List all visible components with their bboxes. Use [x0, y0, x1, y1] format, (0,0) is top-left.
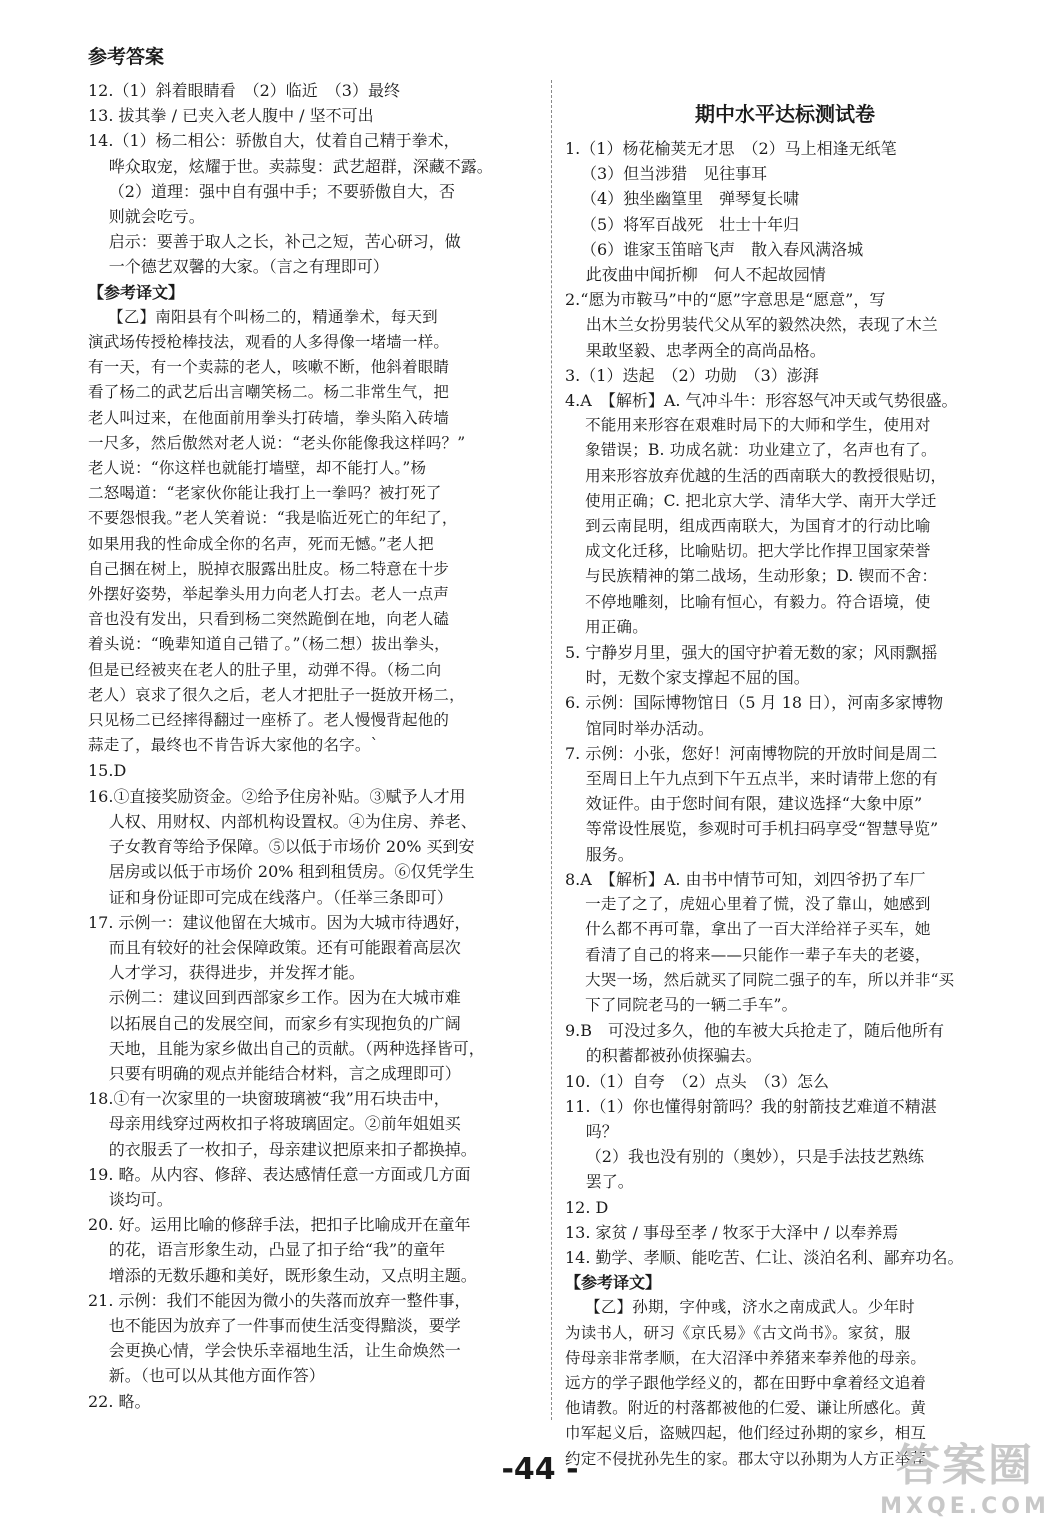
- text-line: 一个德艺双馨的大家。（言之有理即可）: [108, 257, 389, 277]
- text-line: 什么都不再可靠，拿出了一百大洋给祥子买车，她: [585, 920, 931, 939]
- text-line: 的积蓄都被孙侦探骗去。: [585, 1046, 762, 1066]
- text-line: 老人）哀求了很久之后，老人才把肚子一挺放开杨二，: [88, 685, 465, 704]
- text-line: 但是已经被夹在老人的肚子里，动弹不得。（杨二向: [88, 660, 442, 679]
- text-line: 15.D: [88, 761, 127, 781]
- text-line: 增添的无数乐趣和美好，既形象生动，又点明主题。: [108, 1265, 477, 1285]
- text-line: 果敢坚毅、忠孝两全的高尚品格。: [585, 340, 826, 360]
- text-line: （6）谁家玉笛暗飞声 散入春风满洛城: [581, 239, 864, 259]
- text-line: 【乙】孙期，字仲彧，济水之南成武人。少年时: [585, 1298, 915, 1317]
- text-line: 至周日上午九点到下午五点半，来时请带上您的有: [585, 769, 938, 789]
- text-line: 老人说：“你这样也就能打墙壁，却不能打人。”杨: [88, 459, 427, 478]
- text-line: 证和身份证即可完成在线落户。（任举三条即可）: [108, 887, 453, 907]
- text-line: 巾军起义后，盗贼四起，他们经过孙期的家乡，相互: [565, 1424, 927, 1443]
- site-watermark: [880, 1438, 1050, 1533]
- text-line: 下了同院老马的一辆二手车”。: [585, 995, 798, 1014]
- text-line: 一走了之了，虎妞心里着了慌，没了靠山，她感到: [585, 895, 931, 914]
- text-line: 演武场传授枪棒技法，观看的人多得像一堵墙一样。: [88, 333, 450, 352]
- text-line: 4.A 【解析】A. 气冲斗牛：形容怒气冲天或气势很盛。: [565, 391, 958, 411]
- text-line: 启示：要善于取人之长，补己之短，苦心研习，做: [108, 232, 461, 252]
- text-line: 5. 宁静岁月里，强大的国守护着无数的家；风雨飘摇: [565, 643, 938, 663]
- text-line: 20. 好。运用比喻的修辞手法，把扣子比喻成开在童年: [88, 1215, 471, 1235]
- text-line: 看了杨二的武艺后出言嘲笑杨二。杨二非常生气，把: [88, 383, 450, 402]
- text-line: 3.（1）迭起 （2）功勋 （3）澎湃: [565, 365, 819, 385]
- text-line: 服务。: [585, 844, 634, 864]
- text-line: 人权、用财权、内部机构设置权。④为住房、养老、: [108, 811, 477, 831]
- text-line: 母亲用线穿过两枚扣子将玻璃固定。②前年姐姐买: [108, 1114, 461, 1134]
- text-line: 17. 示例一：建议他留在大城市。因为大城市待遇好，: [88, 912, 471, 932]
- right-column: [565, 136, 1005, 1472]
- text-line: 则就会吃亏。: [108, 207, 205, 227]
- text-line: 用来形容放弃优越的生活的西南联大的教授很贴切，: [585, 466, 947, 485]
- text-line: （4）独坐幽篁里 弹琴复长啸: [581, 189, 800, 209]
- text-line: 只要有明确的观点并能结合材料，言之成理即可）: [108, 1063, 461, 1083]
- text-line: 14. 勤学、孝顺、能吃苦、仁让、淡泊名利、鄙弃功名。: [565, 1247, 964, 1267]
- text-line: 成文化迁移，比喻贴切。把大学比作捍卫国家荣誉: [585, 542, 931, 561]
- text-line: 自己捆在树上，脱掉衣服露出肚皮。杨二特意在十步: [88, 559, 450, 578]
- text-line: 会更换心情，学会快乐幸福地生活，让生命焕然一: [108, 1341, 461, 1361]
- text-line: 子女教育等给予保障。⑤以低于市场价 20% 买到安: [108, 837, 475, 857]
- text-line: 约定不侵扰孙先生的家。郡太守以孙期为人方正举荐: [565, 1449, 927, 1468]
- text-line: 居房或以低于市场价 20% 租到租赁房。⑥仅凭学生: [108, 862, 475, 882]
- text-line: 外摆好姿势，举起拳头用力向老人打去。老人一点声: [88, 585, 450, 604]
- text-line: 6. 示例：国际博物馆日（5 月 18 日），河南多家博物: [565, 693, 944, 713]
- exam-title: 期中水平达标测试卷: [695, 102, 875, 126]
- text-line: 12.（1）斜着眼睛看 （2）临近 （3）最终: [88, 81, 400, 100]
- text-line: 一尺多，然后傲然对老人说：“老头你能像我这样吗？”: [88, 433, 466, 452]
- text-line: 2.“愿为市鞍马”中的“愿”字意思是“愿意”，写: [565, 290, 886, 310]
- text-line: 他请教。附近的村落都被他的仁爱、谦让所感化。黄: [565, 1399, 927, 1418]
- text-line: 13. 拔其拳 / 已夹入老人腹中 / 坚不可出: [88, 106, 374, 126]
- text-line: 的花，语言形象生动，凸显了扣子给“我”的童年: [108, 1240, 446, 1260]
- text-line: 二怒喝道：“老家伙你能让我打上一拳吗？被打死了: [88, 484, 442, 503]
- text-line: 而且有较好的社会保障政策。还有可能跟着高层次: [108, 937, 461, 957]
- text-line: 不能用来形容在艰难时局下的大师和学生，使用对: [585, 416, 931, 435]
- text-line: 新。（也可以从其他方面作答）: [108, 1366, 325, 1386]
- text-line: 的衣服丢了一枚扣子，母亲建议把原来扣子都换掉。: [108, 1139, 477, 1159]
- text-line: 与民族精神的第二战场，生动形象；D. 锲而不舍：: [585, 567, 938, 586]
- text-line: 吗？: [585, 1121, 618, 1141]
- text-line: 侍母亲非常孝顺，在大沼泽中养猪来奉养他的母亲。: [565, 1348, 927, 1367]
- text-line: 为读书人，研习《京氏易》《古文尚书》。家贫，服: [565, 1323, 911, 1342]
- text-line: （5）将军百战死 壮士十年归: [581, 214, 800, 234]
- text-line: 1.（1）杨花榆荚无才思 （2）马上相逢无纸笔: [565, 139, 897, 158]
- watermark-url: MXQE.COM: [880, 1494, 1050, 1519]
- watermark-logo: 答案圈: [896, 1440, 1034, 1491]
- text-line: 8.A 【解析】A. 由书中情节可知，刘四爷扔了车厂: [565, 869, 926, 889]
- text-line: 10.（1）自夸 （2）点头 （3）怎么: [565, 1071, 829, 1091]
- text-line: 12. D: [565, 1197, 609, 1217]
- left-column: [88, 78, 538, 1414]
- text-line: 18.①有一次家里的一块窗玻璃被“我”用石块击中，: [88, 1089, 450, 1109]
- text-line: 此夜曲中闻折柳 何人不起故园情: [585, 265, 826, 285]
- text-line: 老人叫过来，在他面前用拳头打砖墙，拳头陷入砖墙: [88, 408, 450, 427]
- text-line: 等常设性展览，参观时可手机扫码享受“智慧导览”: [585, 819, 939, 839]
- text-line: 示例二：建议回到西部家乡工作。因为在大城市难: [108, 988, 461, 1008]
- text-line: 不要怨恨我。”老人笑着说：“我是临近死亡的年纪了，: [88, 509, 458, 528]
- text-line: 11.（1）你也懂得射箭吗？我的射箭技艺难道不精湛: [565, 1096, 937, 1116]
- text-line: 谈均可。: [108, 1189, 173, 1209]
- text-line: 13. 家贫 / 事母至孝 / 牧豕于大泽中 / 以奉养焉: [565, 1222, 899, 1242]
- text-line: 看清了自己的将来——只能作一辈子车夫的老婆，: [585, 945, 931, 964]
- text-line: 天地，且能为家乡做出自己的贡献。（两种选择皆可，: [108, 1038, 485, 1058]
- text-line: 蒜走了，最终也不肯告诉大家他的名字。`: [88, 736, 379, 755]
- text-line: 哗众取宠，炫耀于世。卖蒜叟：武艺超群，深藏不露。: [108, 156, 493, 176]
- text-line: 22. 略。: [88, 1391, 151, 1411]
- text-line: 到云南昆明，组成西南联大，为国育才的行动比喻: [585, 517, 931, 536]
- text-line: 19. 略。从内容、修辞、表达感情任意一方面或几方面: [88, 1164, 471, 1184]
- text-line: 也不能因为放弃了一件事而使生活变得黯淡，要学: [108, 1315, 461, 1335]
- text-line: 时，无数个家支撑起不屈的国。: [585, 668, 810, 688]
- text-line: 大哭一场，然后就买了同院二强子的车，所以并非“买: [585, 970, 955, 989]
- text-line: 7. 示例：小张，您好！河南博物院的开放时间是周二: [565, 743, 938, 763]
- text-line: 16.①直接奖励资金。②给予住房补贴。③赋予人才用: [88, 786, 466, 806]
- text-line: （2）道理：强中自有强中手；不要骄傲自大，否: [108, 181, 455, 201]
- text-line: 9.B 可没过多久，他的车被大兵抢走了，随后他所有: [565, 1021, 945, 1041]
- text-line: 出木兰女扮男装代父从军的毅然决然，表现了木兰: [585, 315, 938, 335]
- text-line: 罢了。: [585, 1172, 634, 1192]
- text-line: 21. 示例：我们不能因为微小的失落而放弃一整件事，: [88, 1290, 471, 1310]
- text-line: 【参考译文】: [565, 1273, 662, 1293]
- text-line: 14.（1）杨二相公：骄傲自大，仗着自己精于拳术，: [88, 131, 460, 151]
- page-number: -44 -: [501, 1452, 579, 1487]
- answer-key-label: 参考答案: [88, 46, 165, 68]
- text-line: 音也没有发出，只看到杨二突然跪倒在地，向老人磕: [88, 610, 450, 629]
- text-line: 有一天，有一个卖蒜的老人，咳嗽不断，他斜着眼睛: [88, 358, 450, 377]
- column-divider: [551, 80, 552, 1420]
- text-line: 象错误；B. 功成名就：功业建立了，名声也有了。: [585, 441, 937, 460]
- text-line: 远方的学子跟他学经义的，都在田野中拿着经文追着: [565, 1373, 927, 1392]
- text-line: （3）但当涉猎 见往事耳: [581, 164, 768, 184]
- text-line: （2）我也没有别的（奥妙），只是手法技艺熟练: [585, 1147, 924, 1167]
- text-line: 【参考译文】: [88, 282, 185, 302]
- text-line: 以拓展自己的发展空间，而家乡有实现抱负的广阔: [108, 1013, 461, 1033]
- text-line: 馆同时举办活动。: [585, 718, 714, 738]
- text-line: 人才学习，获得进步，并发挥才能。: [108, 963, 365, 983]
- text-line: 效证件。由于您时间有限，建议选择“大象中原”: [585, 794, 923, 814]
- text-line: 如果用我的性命成全你的名声，死而无憾。”老人把: [88, 534, 434, 553]
- text-line: 使用正确；C. 把北京大学、清华大学、南开大学迁: [585, 491, 937, 510]
- text-line: 只见杨二已经摔得翻过一座桥了。老人慢慢背起他的: [88, 711, 450, 730]
- text-line: 不停地雕刻，比喻有恒心，有毅力。符合语境，使: [585, 592, 931, 611]
- text-line: 【乙】南阳县有个叫杨二的，精通拳术，每天到: [108, 307, 438, 326]
- text-line: 着头说：“晚辈知道自己错了。”（杨二想）拔出拳头，: [88, 635, 450, 654]
- text-line: 用正确。: [585, 617, 648, 636]
